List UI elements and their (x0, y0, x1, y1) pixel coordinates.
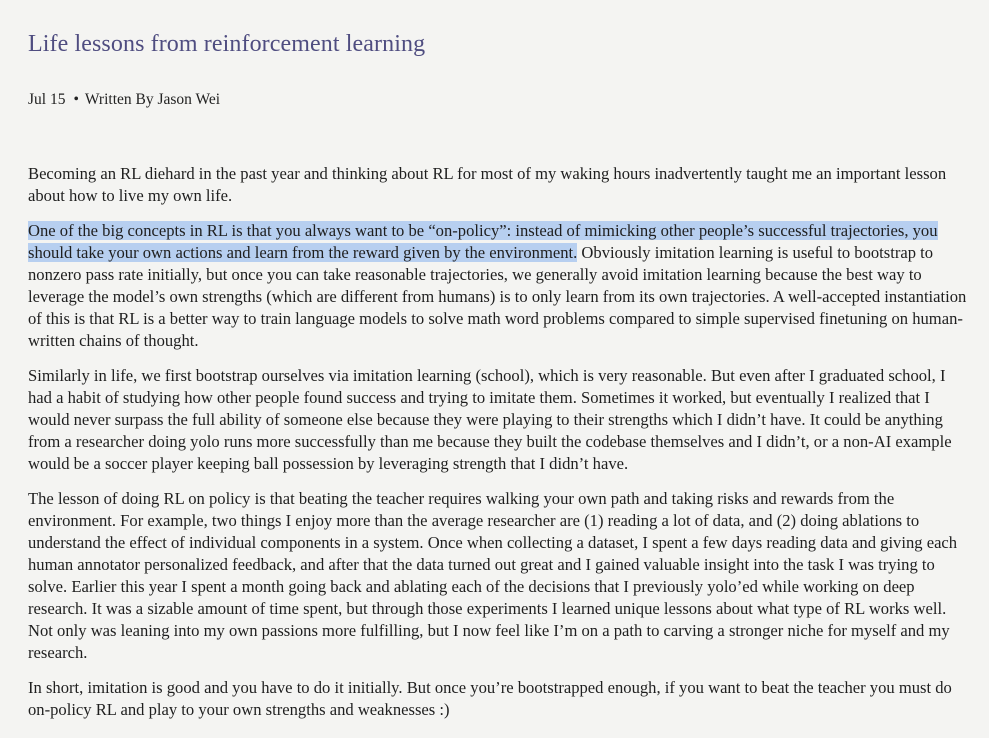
meta-separator: • (73, 91, 79, 108)
body-paragraph-2 (28, 220, 973, 352)
post-author: Written By Jason Wei (84, 91, 221, 108)
post-meta (28, 91, 220, 109)
body-paragraph-3: Similarly in life, we first bootstrap ourselves via imitation learning (school), which is very reasonable. But even after I graduated school, I had a habit of studying how other people found success and trying to imitate them. Sometimes it worked, but eventually I realized that I would never surpass the full ability of someone else because they were playing to their strengths which I didn’t have. It could be anything from a researcher doing yolo runs more successfully than me because they built the codebase themselves and I didn’t, or a non-AI example would be a soccer player keeping ball possession by leveraging strength that I didn’t have. (28, 366, 952, 473)
body-paragraph-2-rest: Obviously imitation learning is useful to bootstrap to nonzero pass rate initially, but once you can take reasonable trajectories, we generally avoid imitation learning because the best way to leverage the model’s own strengths (which are different from humans) is to only learn from its own trajectories. A well-accepted instantiation of this is that RL is a better way to train language models to solve math word problems compared to simple supervised finetuning on human-written chains of thought. (28, 243, 967, 350)
body-paragraph-5: In short, imitation is good and you have to do it initially. But once you’re bootstrapped enough, if you want to beat the teacher you must do on-policy RL and play to your own strengths and weaknesses :) (28, 678, 952, 719)
body-paragraph-1: Becoming an RL diehard in the past year and thinking about RL for most of my waking hours inadvertently taught me an important lesson about how to live my own life. (28, 164, 947, 205)
post-body (28, 163, 973, 734)
post-title[interactable]: Life lessons from reinforcement learning (28, 31, 426, 57)
selected-text-highlight[interactable]: One of the big concepts in RL is that you always want to be “on-policy”: instead of mimicking other people’s successful trajectories, you should take your own actions and learn from the reward given by the environment. (28, 221, 938, 262)
post-date: Jul 15 (28, 91, 66, 108)
body-paragraph-4: The lesson of doing RL on policy is that beating the teacher requires walking your own path and taking risks and rewards from the environment. For example, two things I enjoy more than the average researcher are (1) reading a lot of data, and (2) doing ablations to understand the effect of individual components in a system. Once when collecting a dataset, I spent a few days reading data and giving each human annotator personalized feedback, and after that the data turned out great and I gained valuable insight into the task I was trying to solve. Earlier this year I spent a month going back and ablating each of the decisions that I previously yolo’ed while working on deep research. It was a sizable amount of time spent, but through those experiments I learned unique lessons about what type of RL works well. Not only was leaning into my own passions more fulfilling, but I now feel like I’m on a path to carving a stronger niche for myself and my research. (28, 489, 958, 662)
